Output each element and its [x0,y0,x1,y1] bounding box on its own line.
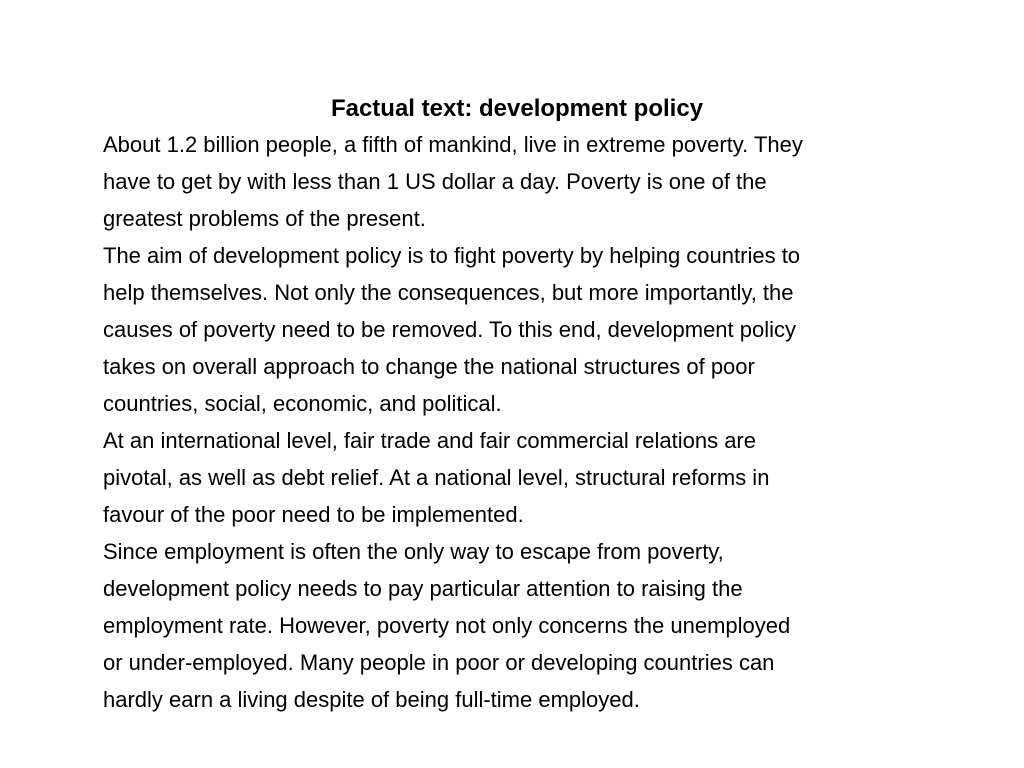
slide-title: Factual text: development policy [330,95,704,122]
paragraph-international-level: At an international level, fair trade and fair commercial relations are pivotal, as well as debt relief. At a national level, structural reforms in favour of the poor need to be implemented. [103,428,770,527]
body-text [103,126,933,718]
paragraph-policy-aim: The aim of development policy is to fight poverty by helping countries to help themselves. Not only the consequences, but more importantly, the causes of poverty need to be removed. To this end, development policy takes on overall approach to change the national structures of poor countries, social, economic, and political. [103,243,801,416]
paragraph-employment: Since employment is often the only way to escape from poverty, development policy needs to pay particular attention to raising the employment rate. However, poverty not only concerns the unemployed or under-employed. Many people in poor or developing countries can hardly earn a living despite of being full-time employed. [103,539,791,712]
paragraph-poverty-facts: About 1.2 billion people, a fifth of mankind, live in extreme poverty. They have to get by with less than 1 US dollar a day. Poverty is one of the greatest problems of the present. [103,132,803,231]
